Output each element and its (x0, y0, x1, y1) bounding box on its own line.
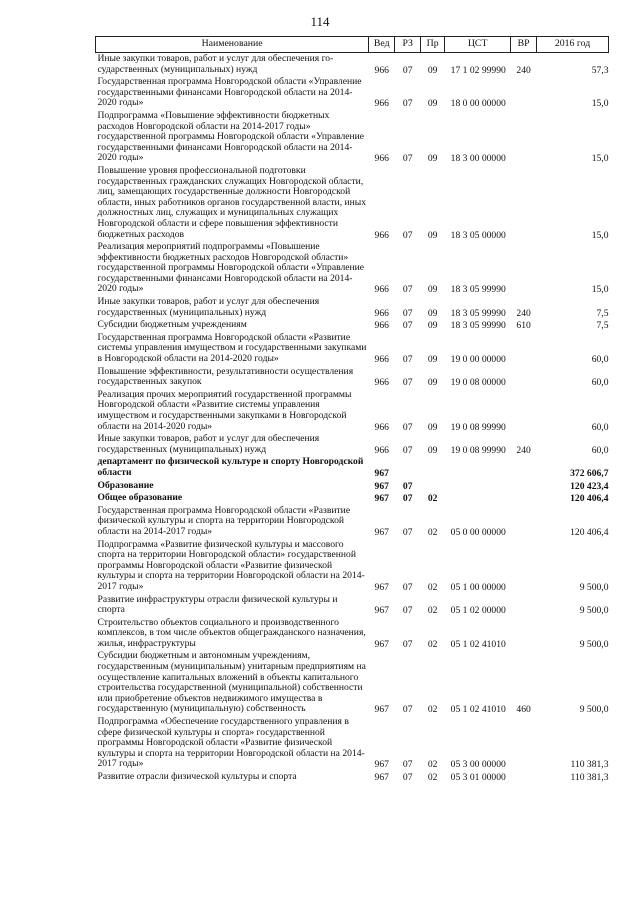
row-vr (511, 389, 537, 433)
header-pr: Пр (421, 37, 445, 53)
row-sum: 15,0 (591, 284, 609, 296)
row-rz: 07 (402, 526, 413, 538)
table-row (96, 650, 609, 716)
row-rz: 07 (402, 581, 413, 593)
row-cst: 05 3 00 00000 (450, 759, 506, 771)
row-sum: 60,0 (591, 444, 609, 456)
table-row (96, 456, 609, 479)
row-name: Реализация мероприятий подпрограммы «Повышение эффективности бюджетных расходов Новгородской области» государственной программы Новгородской области «Управление государственными финансами Новгородской области на 2014-2020 годы» (97, 241, 365, 295)
row-vr (511, 241, 537, 296)
row-vr (511, 366, 537, 389)
table-row (96, 165, 609, 241)
row-pr: 02 (427, 759, 438, 771)
table-row (96, 332, 609, 366)
row-vr (511, 716, 537, 771)
row-name: Государственная программа Новгородской области «Управление государственными финансами Новгородской области на 2014-2020 годы» (97, 76, 362, 109)
header-year: 2016 год (537, 37, 609, 53)
row-rz: 07 (402, 493, 413, 505)
row-cst (445, 456, 511, 479)
row-ved: 966 (374, 421, 389, 433)
row-cst: 17 1 02 99990 (450, 64, 506, 76)
table-row (96, 716, 609, 771)
row-cst: 19 0 00 00000 (450, 354, 506, 366)
row-name: Государственная программа Новгородской области «Развитие физической культуры и спорта на территории Новгородской области на 2014-2017 годы» (97, 504, 351, 537)
row-ved: 967 (374, 581, 389, 593)
row-sum: 7,5 (596, 320, 609, 332)
row-name: Общее образование (97, 492, 183, 504)
row-cst: 18 3 05 99990 (450, 284, 506, 296)
row-cst: 18 3 05 99990 (450, 320, 506, 332)
row-rz (395, 456, 421, 479)
row-vr (511, 480, 537, 493)
row-name: департамент по физической культуре и спорту Новгородской области (97, 456, 364, 478)
row-rz: 07 (402, 284, 413, 296)
row-vr (511, 110, 537, 165)
row-ved: 966 (374, 153, 389, 165)
row-ved: 966 (374, 354, 389, 366)
row-name: Иные закупки товаров, работ и услуг для обеспечения государственных (муниципальных) нужд (97, 433, 320, 455)
row-cst: 05 3 01 00000 (450, 772, 506, 783)
header-name: Наименование (96, 37, 369, 53)
row-sum: 15,0 (591, 153, 609, 165)
row-sum: 9 500,0 (579, 704, 609, 716)
row-ved: 966 (374, 320, 389, 332)
row-vr: 240 (516, 444, 531, 456)
row-rz: 07 (402, 320, 413, 332)
row-name: Реализация прочих мероприятий государственной программы Новгородской области «Развитие системы управления имуществом и государственными закупками в Новгородской области на 2014-2020 годы» (97, 388, 352, 432)
row-pr: 02 (427, 493, 438, 505)
row-ved: 966 (374, 98, 389, 110)
table-row (96, 771, 609, 784)
row-name: Субсидии бюджетным и автономным учреждениям, государственным (муниципальным) унитарным предприятиям на осуществление капитальных вложений в объекты капитального строительства государственной (муниципальной) собственности или приобретение объектов недвижимого имущества в государственную (муниципальную) собственность (97, 650, 366, 715)
row-pr: 02 (427, 638, 438, 650)
table-row (96, 319, 609, 332)
row-cst: 05 1 02 41010 (450, 638, 506, 650)
row-pr: 09 (427, 421, 438, 433)
table-row (96, 539, 609, 594)
row-pr: 09 (427, 153, 438, 165)
row-vr (511, 165, 537, 241)
row-rz: 07 (402, 354, 413, 366)
row-sum: 7,5 (596, 307, 609, 319)
row-rz: 07 (402, 759, 413, 771)
row-cst: 19 0 08 99990 (450, 421, 506, 433)
row-ved: 966 (374, 229, 389, 241)
row-pr: 02 (427, 605, 438, 617)
row-vr: 240 (516, 64, 531, 76)
row-rz: 07 (402, 772, 413, 783)
row-name: Иные закупки товаров, работ и услуг для обеспечения го-сударственных (муниципальных) нужд (97, 53, 334, 75)
row-rz: 07 (402, 64, 413, 76)
row-sum: 120 406,4 (570, 526, 609, 538)
row-pr: 02 (427, 526, 438, 538)
table-row (96, 241, 609, 296)
row-ved: 966 (374, 444, 389, 456)
row-rz: 07 (402, 638, 413, 650)
row-cst: 18 3 05 99990 (450, 307, 506, 319)
row-vr (511, 617, 537, 651)
table-row (96, 594, 609, 617)
page-number: 114 (310, 14, 330, 29)
row-rz: 07 (402, 605, 413, 617)
row-pr: 02 (427, 704, 438, 716)
row-pr: 09 (427, 307, 438, 319)
row-name: Подпрограмма «Обеспечение государственного управления в сфере физической культуры и спорта» государственной программы Новгородской области «Развитие физической культуры и спорта на территории Новгородской области на 2014-2017 годы» (97, 716, 365, 770)
row-rz: 07 (402, 421, 413, 433)
row-ved: 967 (374, 493, 389, 505)
table-row (96, 53, 609, 77)
row-name: Подпрограмма «Развитие физической культуры и массового спорта на территории Новгородской области» государственной программы Новгородской области «Развитие физической культуры и спорта на территории Новгородской области на 2014-2017 годы» (97, 538, 365, 592)
row-sum: 9 500,0 (579, 638, 609, 650)
row-pr (421, 456, 445, 479)
row-rz: 07 (402, 153, 413, 165)
row-pr: 09 (427, 444, 438, 456)
row-rz: 07 (402, 307, 413, 319)
row-rz: 07 (402, 98, 413, 110)
row-vr (511, 505, 537, 539)
table-row (96, 296, 609, 319)
row-sum: 15,0 (591, 98, 609, 110)
row-vr (511, 332, 537, 366)
row-ved: 967 (374, 605, 389, 617)
row-ved: 966 (374, 64, 389, 76)
row-sum: 9 500,0 (579, 605, 609, 617)
table-row (96, 505, 609, 539)
row-sum: 60,0 (591, 421, 609, 433)
row-cst: 18 0 00 00000 (450, 98, 506, 110)
row-vr: 610 (516, 320, 531, 332)
row-cst (445, 492, 511, 505)
row-name: Развитие инфраструктуры отрасли физической культуры и спорта (97, 593, 338, 616)
row-sum: 9 500,0 (579, 581, 609, 593)
row-vr (511, 539, 537, 594)
row-pr: 09 (427, 229, 438, 241)
row-vr: 460 (516, 704, 531, 716)
row-cst: 19 0 08 00000 (450, 377, 506, 389)
header-vr: ВР (511, 37, 537, 53)
row-ved: 966 (374, 284, 389, 296)
row-cst (445, 480, 511, 493)
row-ved: 967 (374, 704, 389, 716)
row-vr: 240 (516, 307, 531, 319)
row-sum: 60,0 (591, 377, 609, 389)
row-cst: 18 3 05 00000 (450, 229, 506, 241)
table-row (96, 110, 609, 165)
header-rz: РЗ (395, 37, 421, 53)
table-row (96, 389, 609, 433)
table-row (96, 480, 609, 493)
row-vr (511, 492, 537, 505)
row-sum: 110 381,3 (570, 772, 609, 783)
row-pr: 09 (427, 320, 438, 332)
row-name: Повышение уровня профессиональной подготовки государственных гражданских служащих Новгородской области, лиц, замещающих государственные должности Новгородской области, иных работников органов государственной власти, иных должностных лиц, служащих и муниципальных служащих Новгородской области и сфере повышения эффективности бюджетных расходов (97, 164, 367, 240)
row-pr: 09 (427, 377, 438, 389)
row-cst: 05 1 02 00000 (450, 605, 506, 617)
header-ved: Вед (369, 37, 395, 53)
row-sum: 110 381,3 (570, 759, 609, 771)
row-ved: 967 (374, 638, 389, 650)
row-sum: 120 423,4 (570, 480, 609, 492)
row-name: Субсидии бюджетным учреждениям (97, 319, 247, 331)
row-pr: 09 (427, 284, 438, 296)
table-row (96, 617, 609, 651)
row-rz: 07 (402, 480, 413, 492)
row-pr: 02 (427, 772, 438, 783)
row-cst: 19 0 08 99990 (450, 444, 506, 456)
table-row (96, 433, 609, 456)
row-name: Повышение эффективности, результативности осуществления государственных закупок (97, 365, 354, 388)
budget-table (95, 36, 609, 784)
row-name: Образование (97, 479, 154, 491)
row-ved: 967 (374, 480, 389, 492)
row-ved: 967 (374, 467, 389, 479)
row-vr (511, 771, 537, 784)
row-name: Государственная программа Новгородской области «Развитие системы управления имуществом и государственными закупками в Новгородской области на 2014-2020 годы» (97, 331, 367, 365)
row-rz: 07 (402, 704, 413, 716)
row-name: Иные закупки товаров, работ и услуг для обеспечения государственных (муниципальных) нужд (97, 296, 320, 318)
row-pr: 09 (427, 64, 438, 76)
table-row (96, 366, 609, 389)
row-vr (511, 594, 537, 617)
row-pr: 09 (427, 354, 438, 366)
header-cst: ЦСТ (445, 37, 511, 53)
row-vr (511, 76, 537, 110)
row-ved: 967 (374, 772, 389, 783)
table-row (96, 492, 609, 505)
row-name: Подпрограмма «Повышение эффективности бюджетных расходов Новгородской области на 2014-2017 годы» государственной программы Новгородской области «Управление государственными финансами Новгородской области на 2014-2020 годы» (97, 109, 365, 164)
row-cst: 18 3 00 00000 (450, 153, 506, 165)
row-ved: 966 (374, 307, 389, 319)
row-ved: 967 (374, 759, 389, 771)
row-rz: 07 (402, 229, 413, 241)
row-sum: 15,0 (591, 229, 609, 241)
row-rz: 07 (402, 444, 413, 456)
row-vr (511, 456, 537, 479)
row-sum: 57,3 (591, 64, 609, 76)
row-pr: 02 (427, 581, 438, 593)
table-header-row (96, 37, 609, 53)
row-pr (421, 480, 445, 493)
row-cst: 05 1 00 00000 (450, 581, 506, 593)
row-ved: 967 (374, 526, 389, 538)
row-pr: 09 (427, 98, 438, 110)
row-name: Строительство объектов социального и производственного комплексов, в том числе объектов общегражданского назначения, жилья, инфраструктуры (97, 616, 366, 649)
row-sum: 120 406,4 (570, 493, 609, 505)
row-cst: 05 1 02 41010 (450, 704, 506, 716)
row-cst: 05 0 00 00000 (450, 526, 506, 538)
row-sum: 372 606,7 (570, 467, 609, 479)
row-ved: 966 (374, 377, 389, 389)
row-name: Развитие отрасли физической культуры и спорта (97, 771, 297, 782)
row-sum: 60,0 (591, 354, 609, 366)
row-rz: 07 (402, 377, 413, 389)
table-row (96, 76, 609, 110)
